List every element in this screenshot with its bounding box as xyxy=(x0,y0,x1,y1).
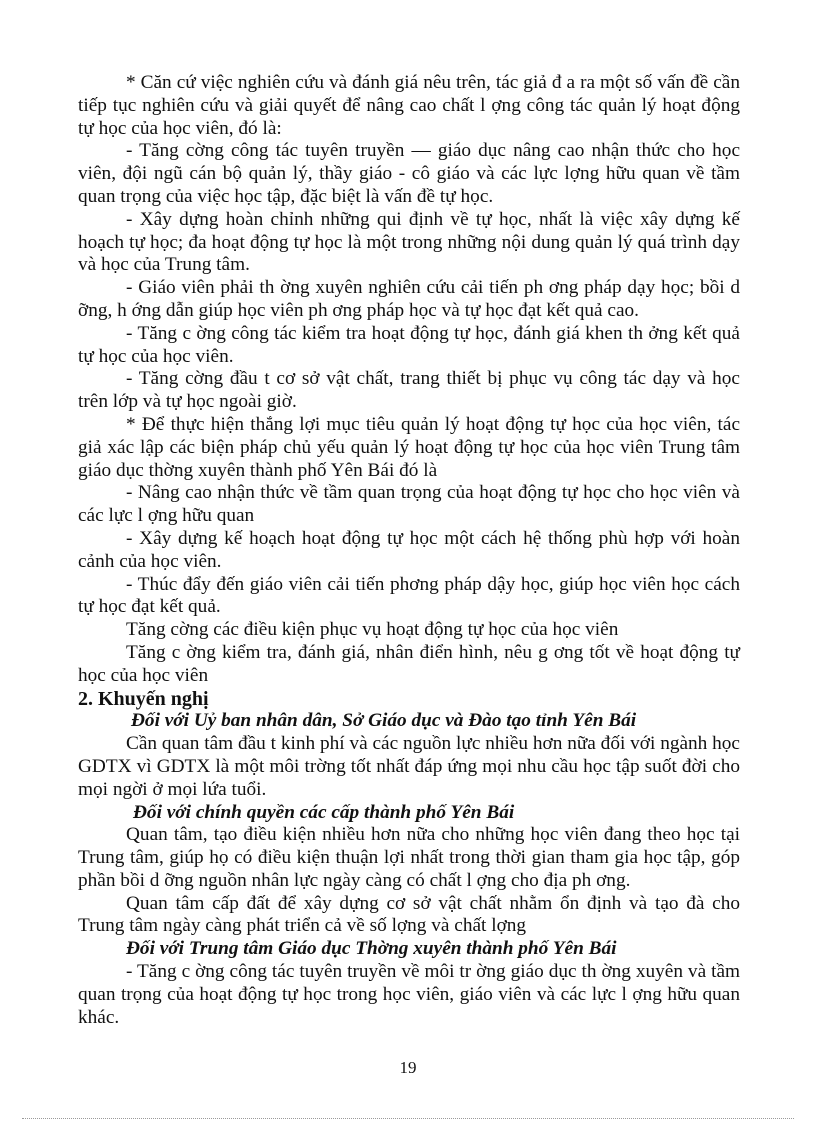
paragraph: Quan tâm, tạo điều kiện nhiều hơn nữa cho những học viên đang theo học tại Trung tâm, giúp họ có điều kiện thuận lợi nhất trong thời gian tham gia học tập, góp phần bồi d ỡng nguồn nhân lực ngày càng có chất l ợng cho địa ph ơng. xyxy=(78,824,740,891)
paragraph: * Căn cứ việc nghiên cứu và đánh giá nêu trên, tác giả đ a ra một số vấn đề cần tiếp tục nghiên cứu và giải quyết để nâng cao chất l ợng công tác quản lý hoạt động tự học của học viên, đó là: xyxy=(78,72,740,139)
paragraph: Tăng cờng các điều kiện phục vụ hoạt động tự học của học viên xyxy=(126,619,619,641)
paragraph: - Tăng cờng công tác tuyên truyền — giáo dục nâng cao nhận thức cho học viên, đội ngũ cán bộ quản lý, thầy giáo - cô giáo và các lực lợng hữu quan về tầm quan trọng của việc học tập, đặc biệt là vấn đề tự học. xyxy=(78,140,740,207)
paragraph: - Nâng cao nhận thức về tầm quan trọng của hoạt động tự học cho học viên và các lực l ợng hữu quan xyxy=(78,482,740,527)
paragraph: Tăng c ờng kiểm tra, đánh giá, nhân điển hình, nêu g ơng tốt về hoạt động tự học của học viên xyxy=(78,641,740,686)
paragraph: - Thúc đẩy đến giáo viên cải tiến phơng pháp dậy học, giúp học viên học cách tự học đạt kết quả. xyxy=(78,573,740,618)
footer-divider xyxy=(22,1118,794,1119)
section-heading: 2. Khuyến nghị xyxy=(78,687,209,710)
document-page xyxy=(78,72,740,1029)
subheading: Đối với Trung tâm Giáo dục Thờng xuyên thành phố Yên Bái xyxy=(126,938,617,960)
paragraph: - Tăng cờng đầu t cơ sở vật chất, trang thiết bị phục vụ công tác dạy và học trên lớp và tự học ngoài giờ. xyxy=(78,368,740,413)
page-number: 19 xyxy=(399,1058,417,1077)
paragraph: - Tăng c ờng công tác kiểm tra hoạt động tự học, đánh giá khen th ởng kết quả tự học của học viên. xyxy=(78,322,740,367)
paragraph: - Xây dựng hoàn chỉnh những qui định về tự học, nhất là việc xây dựng kế hoạch tự học; đa hoạt động tự học là một trong những nội dung quản lý quá trình dạy và học của Trung tâm. xyxy=(78,208,740,276)
subheading: Đối với chính quyền các cấp thành phố Yên Bái xyxy=(133,801,515,823)
paragraph: - Tăng c ờng công tác tuyên truyền về môi tr ờng giáo dục th ờng xuyên và tầm quan trọng của hoạt động tự học trong học viên, giáo viên và các lực l ợng hữu quan khác. xyxy=(78,961,740,1028)
paragraph: Cần quan tâm đầu t kinh phí và các nguồn lực nhiều hơn nữa đối với ngành học GDTX vì GDTX là một môi trờng tốt nhất đáp ứng mọi nhu cầu học tập suốt đời cho mọi ngời ở mọi lứa tuổi. xyxy=(78,733,740,800)
paragraph: Quan tâm cấp đất để xây dựng cơ sở vật chất nhằm ổn định và tạo đà cho Trung tâm ngày càng phát triển cả về số lợng và chất lợng xyxy=(78,892,740,937)
paragraph: * Để thực hiện thắng lợi mục tiêu quản lý hoạt động tự học của học viên, tác giả xác lập các biện pháp chủ yếu quản lý hoạt động tự học của học viên Trung tâm giáo dục thờng xuyên thành phố Yên Bái đó là xyxy=(78,413,740,481)
paragraph: - Xây dựng kế hoạch hoạt động tự học một cách hệ thống phù hợp với hoàn cảnh của học viên. xyxy=(78,527,740,572)
subheading: Đối với Uỷ ban nhân dân, Sở Giáo dục và Đào tạo tỉnh Yên Bái xyxy=(131,710,637,732)
paragraph: - Giáo viên phải th ờng xuyên nghiên cứu cải tiến ph ơng pháp dạy học; bồi d ỡng, h ớng dẫn giúp học viên ph ơng pháp học và tự học đạt kết quả cao. xyxy=(78,277,740,321)
